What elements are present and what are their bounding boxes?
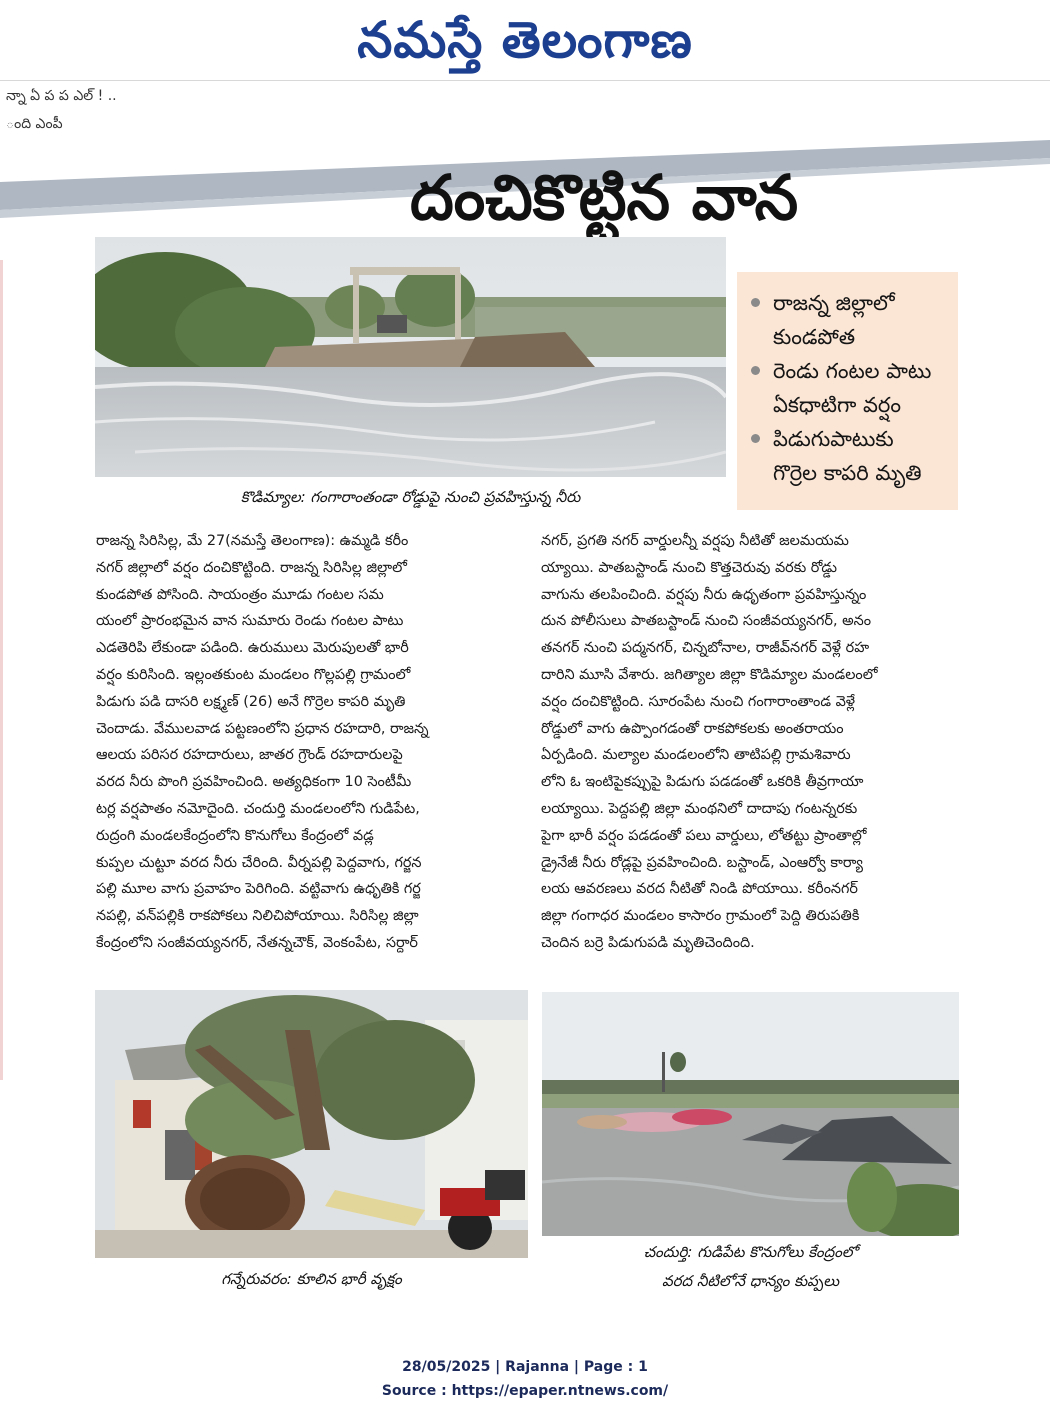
bullet-icon bbox=[751, 298, 760, 307]
highlight-item bbox=[745, 422, 950, 490]
article-line: వాగును తలపించింది. వర్షపు నీరు ఉధృతంగా ప్రవహిస్తున్నం bbox=[541, 586, 867, 603]
highlight-line: రాజన్న జిల్లాలో bbox=[773, 291, 895, 315]
paddy-photo-caption-line1: చందుర్తి: గుడిపేట కొనుగోలు కేంద్రంలో bbox=[643, 1243, 858, 1261]
footer-source: Source : https://epaper.ntnews.com/ bbox=[381, 1383, 669, 1399]
article-line: కేంద్రంలోని సంజీవయ్యనగర్, నేతన్నచౌక్, వెంకంపేట, సర్దార్ bbox=[96, 934, 418, 951]
highlight-line: గొర్రెల కాపరి మృతి bbox=[773, 461, 922, 485]
paddy-photo-caption-line2: వరద నీటిలోనే ధాన్యం కుప్పలు bbox=[661, 1272, 840, 1290]
highlight-item bbox=[745, 354, 950, 422]
article-line: నపల్లి, వన్‌పల్లికి రాకపోకలు నిలిచిపోయాయి. సిరిసిల్ల జిల్లా bbox=[96, 908, 419, 925]
main-photo-caption: కొడిమ్యాల: గంగారాంతండా రోడ్డుపై నుంచి ప్రవహిస్తున్న నీరు bbox=[240, 488, 581, 506]
highlights-box bbox=[737, 272, 958, 510]
article-line: టర్ల వర్షపాతం నమోదైంది. చందుర్తి మండలంలోని గుడిపేట, bbox=[96, 800, 420, 817]
highlight-line: ఏకధాటిగా వర్షం bbox=[773, 393, 901, 417]
article-line: వర్షం కురిసింది. ఇల్లంతకుంట మండలం గొల్లపల్లి గ్రామంలో bbox=[96, 666, 411, 683]
article-line: కుప్పల చుట్టూ వరద నీరు చేరింది. వీర్నపల్లి పెద్దవాగు, గర్జన bbox=[96, 854, 422, 871]
article-line: వర్షం దంచికొట్టింది. సూరంపేట నుంచి గంగారాంతాండ వెళ్లే bbox=[541, 693, 856, 710]
main-photo-flooded-road bbox=[95, 237, 726, 477]
article-line: ఏర్పడింది. మల్యాల మండలంలోని తాటిపల్లి గ్రామశివారు bbox=[541, 747, 851, 764]
tree-photo-caption: గన్నేరువరం: కూలిన భారీ వృక్షం bbox=[221, 1270, 402, 1288]
highlight-line: పిడుగుపాటుకు bbox=[773, 427, 894, 451]
article-line: జిల్లా గంగాధర మండలం కాసారం గ్రామంలో పెద్ది తిరుపతికి bbox=[541, 908, 860, 925]
photo-fallen-tree bbox=[95, 990, 528, 1258]
masthead-rule bbox=[0, 80, 1050, 81]
bullet-icon bbox=[751, 434, 760, 443]
article-line: చెందిన బర్రె పిడుగుపడి మృతిచెందింది. bbox=[541, 934, 755, 951]
highlight-item bbox=[745, 286, 950, 354]
article-line: లయ ఆవరణలు వరద నీటితో నిండి పోయాయి. కరీంనగర్ bbox=[541, 881, 858, 898]
article-line: లోని ఓ ఇంటిపైకప్పుపై పిడుగు పడడంతో ఒకరికి తీవ్రగాయా bbox=[541, 774, 864, 791]
article-line: పల్లి మూల వాగు ప్రవాహం పెరిగింది. వట్టివాగు ఉధృతికి గర్జ bbox=[96, 881, 421, 898]
article-line: దున పోలీసులు పాతబస్టాండ్ నుంచి సంజీవయ్యనగర్, అనం bbox=[541, 613, 872, 630]
article-column-right bbox=[541, 528, 961, 957]
article-line: రుద్రంగి మండలకేంద్రంలోని కొనుగోలు కేంద్రంలో వడ్ల bbox=[96, 827, 374, 844]
article-line: ఎడతెరిపి లేకుండా పడింది. ఉరుములు మెరుపులతో భారీ bbox=[96, 640, 409, 657]
adjacent-fragment-1: న్నా ఏ ప ప ఎల్ ! .. bbox=[6, 88, 117, 104]
footer-date-edition: 28/05/2025 | Rajanna | Page : 1 bbox=[402, 1359, 648, 1375]
bullet-icon bbox=[751, 366, 760, 375]
article-line: డ్రైనేజీ నీరు రోడ్లపై ప్రవహించింది. బస్టాండ్, ఎంఆర్వో కార్యా bbox=[541, 854, 863, 871]
article-line: పిడుగు పడి దాసరి లక్ష్మణ్ (26) అనే గొర్రెల కాపరి మృతి bbox=[96, 693, 406, 710]
article-line: కుండపోత పోసింది. సాయంత్రం మూడు గంటల సమ bbox=[96, 586, 384, 603]
article-line: య్యాయి. పాతబస్టాండ్ నుంచి కొత్తచెరువు వరకు రోడ్డు bbox=[541, 559, 838, 576]
article-line: రాజన్న సిరిసిల్ల, మే 27(నమస్తే తెలంగాణ): ఉమ్మడి కరీం bbox=[96, 533, 409, 549]
left-margin-strip bbox=[0, 260, 3, 1080]
article-line: చెందాడు. వేములవాడ పట్టణంలోని ప్రధాన రహదారి, రాజన్న bbox=[96, 720, 429, 737]
article-line: ఆలయ పరిసర రహదారులు, జాతర గ్రౌండ్ రహదారులపై bbox=[96, 747, 403, 764]
article-line: రోడ్డులో వాగు ఉప్పొంగడంతో రాకపోకలకు అంతరాయం bbox=[541, 720, 844, 737]
article-line: లయ్యాయి. పెద్దపల్లి జిల్లా మంథనిలో దాదాపు గంటన్నరకు bbox=[541, 800, 858, 817]
article-line: తనగర్ నుంచి పద్మనగర్, చిన్నబోనాల, రాజీవ్‌నగర్ వెళ్లే రహ bbox=[541, 640, 870, 657]
article-line: యంలో ప్రారంభమైన వాన సుమారు రెండు గంటల పాటు bbox=[96, 613, 404, 630]
headline: దంచికొట్టిన వాన bbox=[410, 161, 799, 234]
photo-flooded-paddy bbox=[542, 992, 959, 1236]
article-column-left bbox=[96, 528, 520, 957]
highlight-line: కుండపోత bbox=[773, 325, 856, 349]
article-line: దారిని మూసి వేశారు. జగిత్యాల జిల్లా కొడిమ్యాల మండలంలో bbox=[541, 666, 878, 683]
masthead-title: నమస్తే తెలంగాణ bbox=[357, 10, 693, 69]
article-line: వరద నీరు పొంగి ప్రవహించింది. అత్యధికంగా 10 సెంటీమీ bbox=[96, 774, 412, 791]
article-line: పైగా భారీ వర్షం పడడంతో పలు వార్డులు, లోతట్టు ప్రాంతాల్లో bbox=[541, 827, 867, 844]
article-line: నగర్, ప్రగతి నగర్ వార్డులన్నీ వర్షపు నీటితో జలమయమ bbox=[541, 533, 849, 549]
adjacent-fragment-2: ంది ఎంపీ bbox=[6, 116, 63, 132]
highlight-line: రెండు గంటల పాటు bbox=[773, 359, 932, 383]
article-line: నగర్ జిల్లాలో వర్షం దంచికొట్టింది. రాజన్న సిరిసిల్ల జిల్లాలో bbox=[96, 559, 407, 576]
